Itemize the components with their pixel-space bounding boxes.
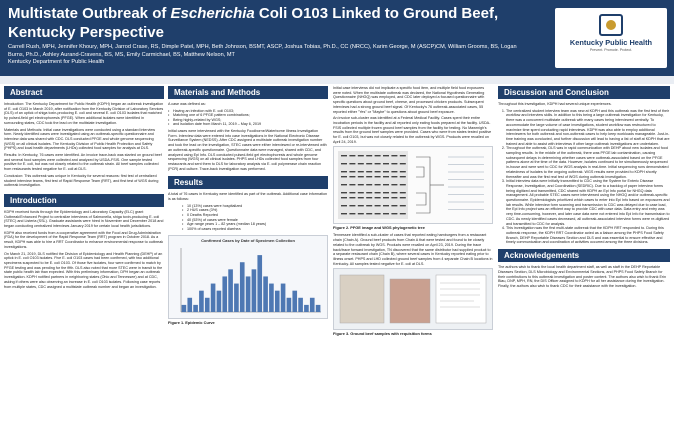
- title-prefix: Multistate Outbreak of: [8, 5, 171, 22]
- ground-beef-photo: [333, 268, 493, 330]
- gel-band: [341, 213, 347, 214]
- epi-curve-bar: [234, 284, 239, 312]
- gel-band: [366, 176, 372, 177]
- gel-band: [366, 205, 372, 206]
- gel-band: [383, 176, 389, 177]
- epi-curve-bar: [246, 277, 251, 313]
- abstract-paragraph: Results: In Kentucky, 76 cases were identified. An invoice trace-back was started on ground beef and several food samples were collected and analyzed by USDA-FSIS. One sample tested positive for E. coli, but was not closely related to the outbreak strain. All beef samples collected from restaurants tested negative for E. coli at DLS.: [4, 153, 162, 172]
- tree-branch: [416, 167, 424, 177]
- epi-curve-bar: [257, 255, 262, 312]
- abstract-paragraph: Introduction: The Kentucky Department for Public Health (KDPH) began an outbreak investigation of E. coli O103 in March 2019, after notification from the Kentucky Division of Laboratory Services (DLS) of an uptick of shiga toxin-producing E. coli and several E. coli O103 isolates that matched by pulsed-field gel electrophoresis (PFGE). When additional isolates were identified in surrounding states, CDC took the lead on the multistate investigation.: [4, 102, 164, 125]
- gel-band: [400, 171, 406, 172]
- figure-3-caption: Figure 3. Ground beef samples with requisition forms: [333, 331, 432, 337]
- kentucky-public-health-logo: [555, 8, 667, 68]
- methods-heading: Materials and Methods: [168, 86, 328, 99]
- epi-curve-bar: [275, 291, 280, 312]
- column-1: [4, 86, 164, 291]
- gel-band: [349, 192, 355, 193]
- gel-band: [366, 197, 372, 198]
- chain-paragraph: Tennessee identified a sub-cluster of cases that reported eating hamburgers from a restaurant chain (Chain A). Ground beef products from Chain A that were tested and found to be closely related to the outbreak by WGS. Products were recalled on April 23, 2019. During the trace back/trace forward investigation, TN discovered that the same distributor had supplied product to a separate restaurant chain (Chain B), where several cases in Kentucky reported eating prior to illness onset. PHPS and LHD collected ground beef samples from 4 separate Chain B locations in Kentucky. All samples tested negative for E. coli at DLS.: [333, 233, 493, 266]
- list-item: • 10 (13%) cases were hospitalized: [182, 204, 328, 209]
- title-suffix: Coli O103 Linked to Ground Beef, Kentucky Perspective: [8, 5, 499, 41]
- epi-curve-bar: [298, 298, 303, 312]
- list-item: • 0 Deaths Reported: [182, 213, 328, 218]
- epi-curve-bar: [211, 284, 216, 312]
- figure-1-caption: Figure 1. Epidemic Curve: [168, 320, 215, 326]
- gel-band: [400, 192, 406, 193]
- gel-band: [349, 176, 355, 177]
- chart-title: Confirmed Cases by Date of Specimen Collection: [201, 238, 295, 244]
- list-item: • Being highly-related by WGS;: [168, 118, 328, 123]
- gel-band: [349, 163, 355, 164]
- gel-band: [391, 176, 397, 177]
- gel-band: [383, 197, 389, 198]
- gel-band: [400, 184, 406, 185]
- tree-labels: [448, 157, 484, 210]
- chain-paragraph-block: [333, 233, 493, 266]
- discussion-lead: Throughout this investigation, KDPH had several unique experiences.: [498, 102, 612, 106]
- list-item: 1. The centralized student interview team was new at KDPH and this outbreak was the first test of their workflow and interview skills. In addition to this being a large outbreak investigation for Kentucky, there was a concurrent multistate outbreak with many cases being interviewed centrally. To accommodate the large volume of case investigations, student workflow was restructured to maximize time spent conducting rapid interviews. KDPH was also able to employ additional interviewers for both outbreak and non-outbreak cases to help keep workloads manageable. Just-in-time training was conducted, and further discussion will lead to having a list of staff at KDPH that are trained and able to assist with interviews if other large outbreak investigations are undertaken.: [506, 109, 670, 147]
- list-item: • Matching one of 6 PFGE pattern combinations;: [168, 113, 328, 118]
- gel-band: [383, 163, 389, 164]
- gel-band: [383, 213, 389, 214]
- gel-band: [366, 163, 372, 164]
- acknowledgements-text: The authors wish to thank the local health department staff, as well as staff in the DEHP Reportable Diseases Section, DLS Microbiology and Environmental Sections, and PHPS Food Safety Branch for their contributions to this outbreak investigation and poster content. The authors also wish to thank Erin Blau, DNP, MPH, RN, the DIS Officer assigned to KDPH for all her assistance during the investigation. Finally, the authors also wish to thank CDC for their assistance with the investigation.: [498, 265, 667, 288]
- gel-band: [349, 213, 355, 214]
- epi-curve-bar: [222, 277, 227, 313]
- affiliation: Kentucky Department for Public Health: [8, 59, 105, 66]
- tree-branch: [416, 157, 430, 213]
- gel-band: [400, 163, 406, 164]
- epi-curve-bar: [263, 277, 268, 313]
- gel-band: [366, 171, 372, 172]
- gel-band: [375, 184, 381, 185]
- column-3-body: [333, 86, 493, 144]
- logo-name: Kentucky Public Health: [569, 38, 653, 47]
- logo-tagline: Prevent. Promote. Protect.: [589, 48, 633, 52]
- gel-band: [400, 205, 406, 206]
- epi-curve-bar: [193, 305, 198, 312]
- epi-curve-bar: [304, 305, 309, 312]
- epi-curve-bar: [182, 305, 187, 312]
- gel-band: [383, 192, 389, 193]
- gel-band: [391, 155, 397, 156]
- discussion-body: [498, 102, 670, 245]
- epi-curve-bar: [240, 263, 245, 313]
- gel-band: [375, 192, 381, 193]
- epi-curve-bar: [217, 291, 222, 312]
- list-item: • and isolation date from March 11, 2019 – May 6, 2019: [168, 122, 328, 127]
- tree-branch: [416, 193, 426, 205]
- gel-band: [358, 205, 364, 206]
- gel-band: [391, 184, 397, 185]
- gel-band: [375, 163, 381, 164]
- epi-curve-bar: [228, 270, 233, 313]
- epidemic-curve-figure: [168, 235, 328, 319]
- list-item: • Age range years 1 – 82 years (median 18 years): [182, 222, 328, 227]
- gel-band: [349, 155, 355, 156]
- gel-band: [391, 192, 397, 193]
- gel-band: [341, 184, 347, 185]
- abstract-paragraph: Conclusion: This outbreak was unique in Kentucky for several reasons: first test of centralized student interview teams, first test of Rapid Response Team (RRT), and first test of WGS during outbreak investigation.: [4, 173, 159, 188]
- gel-band: [349, 197, 355, 198]
- gel-band: [349, 184, 355, 185]
- case-definition-lead: A case was defined as:: [168, 102, 206, 106]
- column-4: [498, 86, 670, 291]
- gel-band: [400, 197, 406, 198]
- gel-band: [400, 155, 406, 156]
- abstract-heading: Abstract: [4, 86, 164, 99]
- figure-2-caption: Figure 2. PFGE image and WGS phylogenetic tree: [333, 225, 425, 231]
- list-item: • 2 HUS cases (3%): [182, 208, 328, 213]
- list-item: 4. This investigation was the first multi-state outbreak that the KDPH RRT responded to. During this outbreak response, the KDPH RRT Coordinator acted as a liaison among the PHPS Food Safety Branch, DEHP Reportable Diseases Section and DLS and was essential to ensure effective and timely communication and coordination of activities occurred among the three divisions.: [506, 226, 670, 245]
- epi-curve-bar: [310, 298, 315, 312]
- gel-band: [391, 163, 397, 164]
- acknowledgements-heading: Acknowledgements: [498, 249, 670, 262]
- epi-curve-bar: [252, 270, 257, 313]
- epi-curve-bar: [269, 284, 274, 312]
- intro-paragraph: On March 21, 2019, DLS notified the Division of Epidemiology and Health Planning (DEHP) of an uptick in E. coli O103 isolates. Five E. coli O103 cases had been confirmed, with two additional specimens suspected to be E. coli O103. Of those five isolates, four were confirmed to match by PFGE testing and was pending for the fifth. DLS also noted that more STEC were in transit to the state public health lab than expected. With this preliminary information, DPH began an outbreak investigation. KDPH notified partners in neighboring states (Ohio and Tennessee) and at CDC, asking if others were also observing an increase in E. coli O103 isolates. Following case reports from multiple states, CDC assigned a multistate outbreak number and began an investigation.: [4, 251, 163, 289]
- phylogenetic-tree: [416, 157, 444, 213]
- gel-band: [400, 176, 406, 177]
- abstract-paragraph: Materials and Methods: Initial case investigations were conducted using a standard interview form. Newly identified cases were investigated using an outbreak-specific questionnaire and interview data was shared with CDC. DLS conducted PFGE and whole genome sequencing (WGS) on all clinical isolates. The Kentucky Division of Public Health Protection and Safety (PHPS) and local health departments (LHDs) collected food samples for analysis at DLS.: [4, 127, 156, 151]
- epi-curve-bar: [281, 284, 286, 312]
- pfge-image: [334, 147, 492, 223]
- gel-band: [341, 171, 347, 172]
- gel-band: [358, 213, 364, 214]
- gel-band: [391, 205, 397, 206]
- sample-bag: [340, 275, 384, 323]
- title-italic: Escherichia: [170, 5, 255, 22]
- gel-band: [349, 171, 355, 172]
- gel-band: [391, 197, 397, 198]
- author-block: [8, 44, 528, 67]
- epidemic-curve-chart: [169, 236, 327, 318]
- intro-paragraph: KDPH received funds through the Epidemiology and Laboratory Capacity (ELC) grant Outbreak/Enhanced Project to centralize interviews of Salmonella, shiga toxin-producing E. coli (STEC) and Listeria (SSL). Graduate assistants were hired in November and December 2018 and began conducting centralized interviews January 2019 for certain local health jurisdictions.: [4, 209, 164, 229]
- gel-band: [358, 163, 364, 164]
- gel-band: [383, 205, 389, 206]
- subcluster-paragraph: An invoice sub-cluster was identified at a Federal Medical Facility. Cases spent their entire incubation periods in the facility and all reported only eating foods prepared at the facility. USDA-FSIS collected multiple frozen ground beef samples from the facility for testing. No Mawrnigh's results from the ground beef samples were provided. Cases who were from states tested positive for E. coli O103, but was not closely related to the outbreak by WGS. Products were recalled on April 24, 2019.: [333, 116, 492, 144]
- gel-band: [375, 197, 381, 198]
- gel-band: [349, 205, 355, 206]
- epi-curve-bar: [187, 298, 192, 312]
- gel-band: [358, 176, 364, 177]
- results-heading: Results: [168, 176, 328, 189]
- gel-band: [383, 171, 389, 172]
- gel-band: [375, 213, 381, 214]
- header-band: [0, 76, 674, 84]
- gel-background: [338, 151, 408, 219]
- gel-band: [366, 155, 372, 156]
- gel-band: [358, 171, 364, 172]
- epi-curve-bar: [316, 305, 321, 312]
- poster-header: [0, 0, 674, 76]
- column-2: [168, 86, 328, 325]
- epi-curve-bar: [292, 291, 297, 312]
- author-list: Carrell Rush, MPH, Jennifer Khoury, MPH, Jarrod Crase, RS, Dimple Patel, MPH, Beth Johnson, BSMT, ASCP, Joshua Tobias, Ph.D., CC (NRCC), Karim George, M (ASCP)CM, William Grooms, BS, Logan Burns, Ph.D., Ashley Aurand-Cravens, BS, MS, Emily Carmichael, BS, Matthew Nelson, MT: [8, 44, 517, 58]
- list-item: 3. Initial interview data were initially transmitted to CDC using the System for Enteric Disease Response, Investigation, and Coordination (SEDRIC). Due to a backlog of paper interview forms being digitized and transmitted, CDC shared with KDPH an Epi Info portal for NHGQ data management. All probable STEC cases were interviewed using the NHGQ and/or outbreak-specific questionnaire. Epidemiologists prioritized which cases to enter into Epi Info based on exposures and lab results. While interview form scanning and transmission to CDC was delayed due to case load, the Epi Info project was an efficient way to provide CDC with case data. Data entry and entry was very time-consuming, however, and later case data were not entered into Epi Info for transmission to CDC. As newly identified cases decreased, all outbreak-associated interview forms were re-digitized and transmitted to CDC for analysis.: [506, 179, 670, 226]
- introduction-body: [4, 210, 164, 289]
- intro-paragraph: KDPH also received funds from a cooperative agreement with the Food and Drug Administration (FDA) for the development of the Rapid Response Team (RRT) program in October 2018. As a result, KDPH was able to hire a RRT Coordinator to enhance environmental response to outbreak investigations.: [4, 230, 164, 249]
- list-item: • Having an infection with E. coli O103;: [168, 109, 328, 114]
- introduction-heading: Introduction: [4, 194, 164, 207]
- epi-curve-bar: [287, 298, 292, 312]
- list-item: • 40 (53%) of cases were female: [182, 218, 328, 223]
- methods-body: [168, 102, 328, 171]
- gel-band: [366, 192, 372, 193]
- gel-band: [375, 176, 381, 177]
- exposure-paragraph: Initial case interviews did not implicate a specific food item, and multiple field food exposures were noted. When the multistate outbreak was declared, the National Hypothesis Generating Questionnaire (NHGQ) was employed, and CDC later deployed a focused questionnaire with specific questions about ground beef, cheese, and processed chicken products. Subsequent interviews had a strong ground beef signal. Of Kentucky's 76 outbreak-associated cases, 55 reported either "Yes" or "Maybe" to questions about ground beef exposure.: [333, 86, 485, 114]
- acknowledgements-body: [498, 265, 670, 289]
- sample-bag: [390, 279, 430, 323]
- gel-band: [358, 184, 364, 185]
- gel-band: [341, 176, 347, 177]
- discussion-heading: Discussion and Conclusion: [498, 86, 670, 99]
- gel-band: [383, 184, 389, 185]
- gel-band: [366, 184, 372, 185]
- methods-paragraph: Initial cases were interviewed with the Kentucky Foodborne/Waterborne Illness Investigation Form. Interview data were entered into case investigations in the National Electronic Disease Surveillance System (NEDSS). After CDC assigned a multistate outbreak investigation number and took the lead on the investigation, STEC cases were either interviewed or re-interviewed with an outbreak-specific questionnaire. Questionnaire data were managed, shared with CDC, and analyzed using Epi Info. DLS conducted pulsed-field gel electrophoresis and whole genome sequencing (WGS) on all clinical isolates. PHPS and LHDs collected food samples from four restaurants and sent them to DLS for laboratory analysis via E. coli polymerase chain reaction (PCR) and culture. Trace-back investigation was performed.: [168, 129, 327, 171]
- gel-band: [358, 192, 364, 193]
- gel-band: [366, 213, 372, 214]
- epi-curve-bar: [199, 291, 204, 312]
- discussion-list: [498, 109, 670, 245]
- gel-band: [341, 163, 347, 164]
- list-item: 2. Throughout the outbreak, DLS was in rapid communication with DEHP about new isolates and food sampling results. In the middle of the outbreak, there was PFGE lab contamination, causing subsequent delays in determining whether cases were outbreak-associated based on the PFGE patterns alone at the time of the data. However, isolates continued to be simultaneously sequenced in-house and were sent to CDC for WGS analysis in real-time. Initial sequencing runs demonstrated relatedness of isolates to the ongoing outbreak. WGS results were provided to KDPH shortly thereafter and was the first real test of WGS during outbreak investigation.: [506, 146, 670, 179]
- epi-curve-bar: [205, 298, 210, 312]
- column-3: [333, 86, 493, 336]
- results-body: [168, 192, 328, 231]
- pfge-figure: [333, 146, 493, 224]
- photo-illustration: [334, 269, 492, 329]
- poster-title: [8, 4, 528, 42]
- gel-band: [375, 171, 381, 172]
- abstract-body: [4, 102, 164, 188]
- gel-band: [341, 192, 347, 193]
- gel-band: [341, 155, 347, 156]
- list-item: • 100% of cases reported diarrhea: [182, 227, 328, 232]
- gel-band: [341, 197, 347, 198]
- gel-band: [358, 197, 364, 198]
- requisition-form: [436, 275, 486, 323]
- gel-band: [341, 205, 347, 206]
- gel-band: [391, 171, 397, 172]
- gel-band: [391, 213, 397, 214]
- gel-band: [400, 213, 406, 214]
- gel-band: [358, 155, 364, 156]
- gel-band: [375, 205, 381, 206]
- gel-band: [383, 155, 389, 156]
- gel-band: [375, 155, 381, 156]
- case-definition-list: [168, 109, 328, 127]
- results-list: [182, 204, 328, 232]
- state-outline-icon: [599, 14, 623, 36]
- results-intro: A total of 76 cases in Kentucky were identified as part of the outbreak. Additional case information is as follows:: [168, 192, 328, 202]
